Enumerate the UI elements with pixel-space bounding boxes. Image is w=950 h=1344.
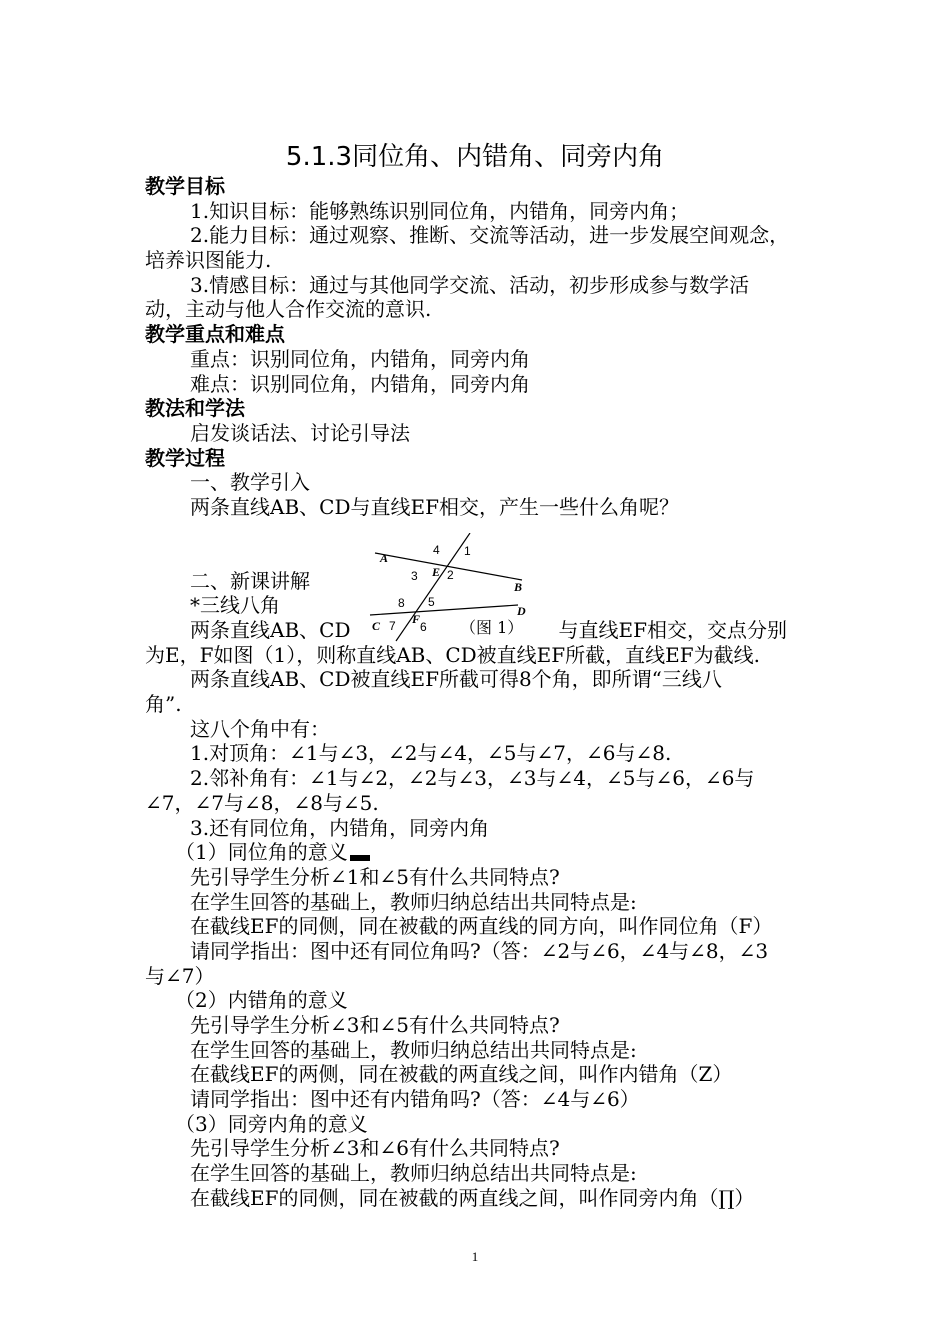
angle-8: 8 bbox=[398, 596, 405, 610]
angle-1: 1 bbox=[464, 544, 471, 558]
paragraph: 请同学指出：图中还有内错角吗?（答：∠4与∠6） bbox=[190, 1087, 640, 1112]
figure-caption: （图 1） bbox=[460, 618, 524, 637]
paragraph: 启发谈话法、讨论引导法 bbox=[190, 420, 410, 445]
paragraph: 二、新课讲解 bbox=[190, 568, 310, 593]
angle-2: 2 bbox=[447, 568, 454, 582]
heading-process: 教学过程 bbox=[145, 445, 225, 470]
text-span: 与直线EF相交，交点分别 bbox=[558, 618, 787, 642]
angle-4: 4 bbox=[433, 543, 440, 557]
subheading-text: （1）同位角的意义 bbox=[175, 840, 348, 865]
heading-goals: 教学目标 bbox=[145, 174, 225, 198]
paragraph: 先引导学生分析∠3和∠5有什么共同特点? bbox=[190, 1013, 560, 1037]
paragraph: 一、教学引入 bbox=[190, 470, 310, 495]
figure-three-lines-eight-angles bbox=[360, 533, 540, 643]
label-e: E bbox=[432, 565, 441, 579]
paragraph: 3.还有同位角，内错角，同旁内角 bbox=[190, 815, 490, 840]
paragraph: 为E，F如图（1），则称直线AB、CD被直线EF所截，直线EF为截线. bbox=[145, 642, 760, 667]
angle-5: 5 bbox=[428, 595, 435, 609]
paragraph: 先引导学生分析∠1和∠5有什么共同特点? bbox=[190, 864, 560, 889]
paragraph: *三线八角 bbox=[190, 593, 280, 618]
label-a: A bbox=[380, 551, 389, 565]
paragraph: 先引导学生分析∠3和∠6有什么共同特点? bbox=[190, 1136, 560, 1161]
label-c: C bbox=[372, 619, 381, 633]
paragraph: ∠7，∠7与∠8，∠8与∠5. bbox=[145, 790, 379, 815]
paragraph: 在截线EF的同侧，同在被截的两直线之间，叫作同旁内角（∏） bbox=[190, 1185, 755, 1210]
line-cd bbox=[370, 605, 518, 615]
subheading bbox=[145, 840, 810, 865]
heading-keypoints: 教学重点和难点 bbox=[145, 322, 285, 347]
paragraph: 动，主动与他人合作交流的意识. bbox=[145, 297, 432, 322]
paragraph: 在学生回答的基础上，教师归纳总结出共同特点是: bbox=[190, 1161, 637, 1186]
paragraph: 1.对顶角：∠1与∠3，∠2与∠4，∠5与∠7，∠6与∠8. bbox=[190, 741, 672, 766]
paragraph: 2.邻补角有：∠1与∠2，∠2与∠3，∠3与∠4，∠5与∠6，∠6与 bbox=[190, 766, 755, 791]
page-number: 1 bbox=[471, 1249, 479, 1264]
label-f: F bbox=[412, 612, 421, 626]
paragraph: 重点：识别同位角，内错角，同旁内角 bbox=[190, 346, 530, 371]
paragraph: 与∠7） bbox=[145, 963, 215, 988]
subheading: （2）内错角的意义 bbox=[175, 988, 348, 1013]
label-b: B bbox=[514, 580, 523, 594]
paragraph: 角”. bbox=[145, 692, 182, 717]
paragraph: 请同学指出：图中还有同位角吗?（答：∠2与∠6，∠4与∠8，∠3 bbox=[190, 938, 769, 963]
heading-methods: 教法和学法 bbox=[145, 396, 245, 421]
text-span: 两条直线AB、CD bbox=[190, 618, 351, 642]
black-mark bbox=[350, 855, 370, 861]
angle-3: 3 bbox=[411, 569, 418, 583]
paragraph: 在截线EF的同侧，同在被截的两直线的同方向，叫作同位角（F） bbox=[190, 914, 773, 939]
document-title: 5.1.3同位角、内错角、同旁内角 bbox=[285, 142, 665, 172]
paragraph: 1.知识目标：能够熟练识别同位角，内错角，同旁内角； bbox=[190, 198, 690, 223]
paragraph: 难点：识别同位角，内错角，同旁内角 bbox=[190, 371, 530, 396]
paragraph: 3.情感目标：通过与其他同学交流、活动，初步形成参与数学活 bbox=[190, 272, 750, 297]
paragraph: 培养识图能力. bbox=[145, 248, 272, 273]
subheading: （3）同旁内角的意义 bbox=[175, 1111, 368, 1136]
angle-6: 6 bbox=[420, 620, 427, 634]
document-body bbox=[145, 174, 810, 1211]
paragraph: 在学生回答的基础上，教师归纳总结出共同特点是: bbox=[190, 1037, 637, 1062]
paragraph: 2.能力目标：通过观察、推断、交流等活动，进一步发展空间观念， bbox=[190, 223, 790, 248]
label-d: D bbox=[517, 604, 526, 618]
paragraph: 两条直线AB、CD被直线EF所截可得8个角，即所谓“三线八 bbox=[190, 667, 722, 692]
paragraph: 在学生回答的基础上，教师归纳总结出共同特点是: bbox=[190, 889, 637, 914]
paragraph: 两条直线AB、CD与直线EF相交，产生一些什么角呢？ bbox=[190, 494, 679, 519]
paragraph: 在截线EF的两侧，同在被截的两直线之间，叫作内错角（Z） bbox=[190, 1062, 733, 1087]
paragraph: 这八个角中有： bbox=[190, 716, 330, 741]
angle-7: 7 bbox=[389, 619, 396, 633]
